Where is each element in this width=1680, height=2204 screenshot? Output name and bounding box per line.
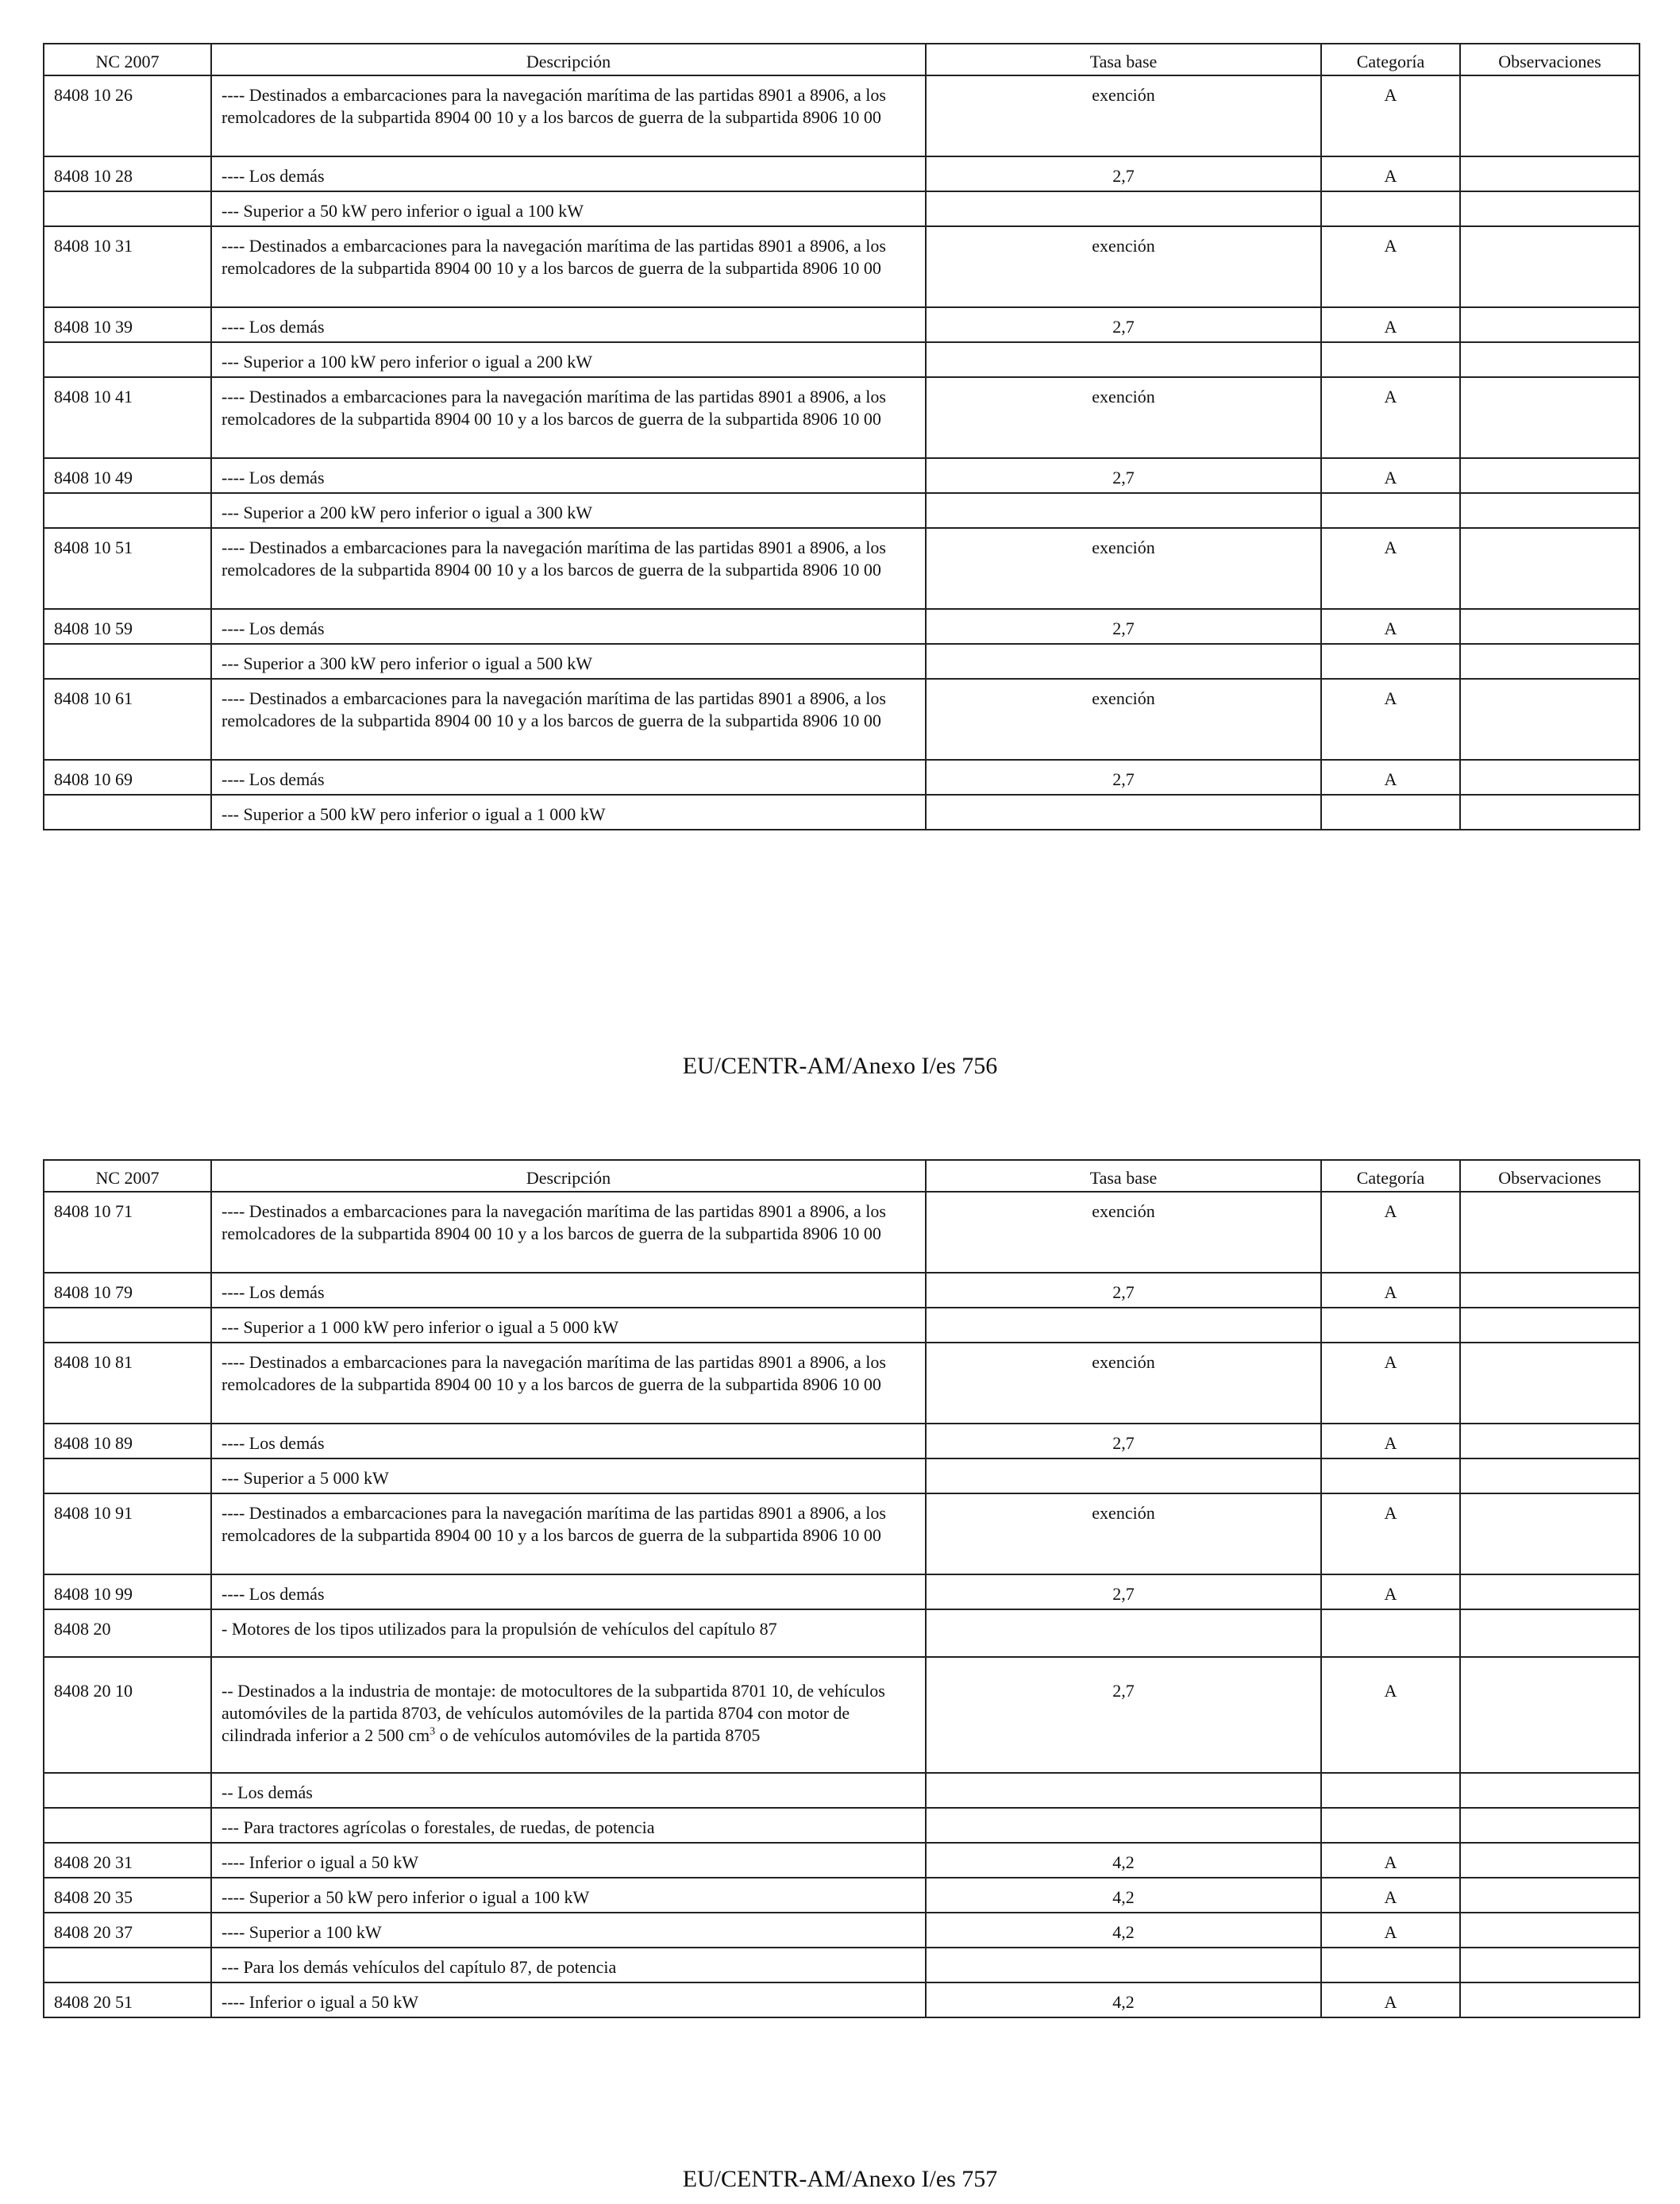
category: A [1321,528,1460,609]
base-rate: 2,7 [926,1273,1321,1308]
table-header-row [44,44,1640,75]
nc-code: 8408 10 69 [44,760,211,795]
nc-code: 8408 20 37 [44,1913,211,1948]
description: ---- Los demás [211,760,926,795]
observations [1460,1609,1640,1657]
category [1321,493,1460,528]
table-row [44,1308,1640,1343]
category: A [1321,1574,1460,1609]
nc-code: 8408 10 26 [44,75,211,156]
base-rate [926,342,1321,377]
header-observaciones: Observaciones [1460,44,1640,75]
category [1321,1458,1460,1493]
description-text-cont: o de vehículos automóviles de la partida 8705 [435,1725,761,1745]
base-rate [926,1609,1321,1657]
header-observaciones: Observaciones [1460,1160,1640,1192]
table-row [44,1192,1640,1273]
description: --- Superior a 100 kW pero inferior o igual a 200 kW [211,342,926,377]
nc-code: 8408 20 10 [44,1657,211,1773]
table-row [44,1574,1640,1609]
table-row [44,1273,1640,1308]
nc-code [44,1808,211,1843]
base-rate [926,1808,1321,1843]
base-rate [926,795,1321,830]
table-row [44,75,1640,156]
observations [1460,1574,1640,1609]
base-rate [926,493,1321,528]
nc-code [44,1773,211,1808]
base-rate: 4,2 [926,1913,1321,1948]
table-row [44,1878,1640,1913]
table-row [44,191,1640,226]
nc-code: 8408 10 59 [44,609,211,644]
nc-code [44,342,211,377]
observations [1460,1343,1640,1424]
header-nc: NC 2007 [44,44,211,75]
base-rate [926,644,1321,679]
header-descripcion: Descripción [211,1160,926,1192]
nc-code: 8408 10 51 [44,528,211,609]
description: - Motores de los tipos utilizados para la propulsión de vehículos del capítulo 87 [211,1609,926,1657]
base-rate: exención [926,528,1321,609]
category: A [1321,307,1460,342]
category [1321,1308,1460,1343]
base-rate [926,1948,1321,1982]
observations [1460,458,1640,493]
category: A [1321,226,1460,307]
description: ---- Los demás [211,307,926,342]
table-row [44,342,1640,377]
description: --- Para los demás vehículos del capítulo 87, de potencia [211,1948,926,1982]
header-tasa-base: Tasa base [926,1160,1321,1192]
observations [1460,307,1640,342]
table-row [44,458,1640,493]
description: ---- Los demás [211,156,926,191]
category [1321,644,1460,679]
superscript: 3 [430,1725,436,1738]
observations [1460,493,1640,528]
table-row [44,226,1640,307]
description: ---- Destinados a embarcaciones para la navegación marítima de las partidas 8901 a 8906, a los remolcadores de la subpartida 8904 00 10 y a los barcos de guerra de la subpartida 8906 10 00 [211,377,926,458]
observations [1460,1273,1640,1308]
description: --- Superior a 300 kW pero inferior o igual a 500 kW [211,644,926,679]
category [1321,1808,1460,1843]
observations [1460,1773,1640,1808]
nc-code [44,1458,211,1493]
page-footer: EU/CENTR-AM/Anexo I/es 757 [682,2166,998,2192]
nc-code: 8408 10 28 [44,156,211,191]
category [1321,1948,1460,1982]
table-row [44,1343,1640,1424]
observations [1460,191,1640,226]
tariff-table-page-756 [43,43,1640,830]
table-row [44,528,1640,609]
description: ---- Los demás [211,458,926,493]
table-row [44,1913,1640,1948]
table-row [44,760,1640,795]
observations [1460,377,1640,458]
category: A [1321,1657,1460,1773]
description: --- Superior a 500 kW pero inferior o igual a 1 000 kW [211,795,926,830]
base-rate [926,1773,1321,1808]
observations [1460,1657,1640,1773]
category: A [1321,1982,1460,2017]
table-row [44,1843,1640,1878]
base-rate: 2,7 [926,609,1321,644]
header-categoria: Categoría [1321,44,1460,75]
nc-code [44,1948,211,1982]
base-rate [926,1308,1321,1343]
description [211,1657,926,1773]
description: ---- Destinados a embarcaciones para la navegación marítima de las partidas 8901 a 8906, a los remolcadores de la subpartida 8904 00 10 y a los barcos de guerra de la subpartida 8906 10 00 [211,679,926,760]
nc-code: 8408 10 31 [44,226,211,307]
base-rate: 2,7 [926,1574,1321,1609]
base-rate: exención [926,1343,1321,1424]
base-rate: 4,2 [926,1982,1321,2017]
description: ---- Destinados a embarcaciones para la navegación marítima de las partidas 8901 a 8906, a los remolcadores de la subpartida 8904 00 10 y a los barcos de guerra de la subpartida 8906 10 00 [211,226,926,307]
category: A [1321,1424,1460,1458]
description: ---- Inferior o igual a 50 kW [211,1982,926,2017]
category: A [1321,760,1460,795]
base-rate [926,191,1321,226]
table-row [44,1458,1640,1493]
table-row [44,1657,1640,1773]
category: A [1321,609,1460,644]
table-row [44,679,1640,760]
category: A [1321,156,1460,191]
observations [1460,1982,1640,2017]
base-rate: 4,2 [926,1843,1321,1878]
table-row [44,1808,1640,1843]
base-rate: exención [926,226,1321,307]
observations [1460,1843,1640,1878]
observations [1460,156,1640,191]
base-rate: 2,7 [926,307,1321,342]
table-row [44,1424,1640,1458]
category: A [1321,75,1460,156]
nc-code: 8408 10 61 [44,679,211,760]
header-descripcion: Descripción [211,44,926,75]
observations [1460,1308,1640,1343]
description: ---- Superior a 100 kW [211,1913,926,1948]
category: A [1321,679,1460,760]
observations [1460,1948,1640,1982]
description: ---- Destinados a embarcaciones para la navegación marítima de las partidas 8901 a 8906, a los remolcadores de la subpartida 8904 00 10 y a los barcos de guerra de la subpartida 8906 10 00 [211,528,926,609]
category: A [1321,1878,1460,1913]
description: ---- Superior a 50 kW pero inferior o igual a 100 kW [211,1878,926,1913]
nc-code: 8408 20 51 [44,1982,211,2017]
category: A [1321,1913,1460,1948]
base-rate: exención [926,1192,1321,1273]
observations [1460,1424,1640,1458]
header-nc: NC 2007 [44,1160,211,1192]
observations [1460,795,1640,830]
observations [1460,1192,1640,1273]
description: ---- Destinados a embarcaciones para la navegación marítima de las partidas 8901 a 8906, a los remolcadores de la subpartida 8904 00 10 y a los barcos de guerra de la subpartida 8906 10 00 [211,1192,926,1273]
nc-code: 8408 10 79 [44,1273,211,1308]
description: ---- Los demás [211,609,926,644]
description-text: -- Destinados a la industria de montaje: de motocultores de la subpartida 8701 10, de vehículos automóviles de la partida 8703, de vehículos automóviles de la partida 8704 con motor de cilindrada inferior a 2 500 cm [222,1681,885,1745]
base-rate: 2,7 [926,1657,1321,1773]
base-rate: 4,2 [926,1878,1321,1913]
header-tasa-base: Tasa base [926,44,1321,75]
nc-code: 8408 20 35 [44,1878,211,1913]
category: A [1321,1493,1460,1574]
description: ---- Los demás [211,1574,926,1609]
category [1321,1773,1460,1808]
nc-code [44,191,211,226]
observations [1460,609,1640,644]
base-rate: exención [926,75,1321,156]
table-row [44,1948,1640,1982]
header-categoria: Categoría [1321,1160,1460,1192]
category [1321,342,1460,377]
table-header-row [44,1160,1640,1192]
description: ---- Los demás [211,1424,926,1458]
nc-code: 8408 20 [44,1609,211,1657]
description: --- Superior a 200 kW pero inferior o igual a 300 kW [211,493,926,528]
description: ---- Destinados a embarcaciones para la navegación marítima de las partidas 8901 a 8906, a los remolcadores de la subpartida 8904 00 10 y a los barcos de guerra de la subpartida 8906 10 00 [211,75,926,156]
observations [1460,1493,1640,1574]
nc-code: 8408 10 81 [44,1343,211,1424]
table-row [44,377,1640,458]
nc-code: 8408 10 41 [44,377,211,458]
observations [1460,679,1640,760]
category: A [1321,377,1460,458]
nc-code: 8408 10 99 [44,1574,211,1609]
observations [1460,1458,1640,1493]
table-row [44,644,1640,679]
description: --- Superior a 5 000 kW [211,1458,926,1493]
base-rate: exención [926,679,1321,760]
description: ---- Inferior o igual a 50 kW [211,1843,926,1878]
nc-code [44,1308,211,1343]
nc-code: 8408 10 49 [44,458,211,493]
nc-code: 8408 10 91 [44,1493,211,1574]
base-rate: exención [926,377,1321,458]
category [1321,1609,1460,1657]
nc-code [44,644,211,679]
nc-code [44,795,211,830]
base-rate: 2,7 [926,156,1321,191]
observations [1460,1913,1640,1948]
description: ---- Destinados a embarcaciones para la navegación marítima de las partidas 8901 a 8906, a los remolcadores de la subpartida 8904 00 10 y a los barcos de guerra de la subpartida 8906 10 00 [211,1343,926,1424]
observations [1460,644,1640,679]
observations [1460,528,1640,609]
table-row [44,1609,1640,1657]
observations [1460,1878,1640,1913]
table-row [44,1982,1640,2017]
tariff-table-page-757 [43,1159,1640,2018]
description: ---- Los demás [211,1273,926,1308]
description: --- Para tractores agrícolas o forestales, de ruedas, de potencia [211,1808,926,1843]
category: A [1321,458,1460,493]
description: ---- Destinados a embarcaciones para la navegación marítima de las partidas 8901 a 8906, a los remolcadores de la subpartida 8904 00 10 y a los barcos de guerra de la subpartida 8906 10 00 [211,1493,926,1574]
observations [1460,760,1640,795]
base-rate: 2,7 [926,760,1321,795]
nc-code [44,493,211,528]
category: A [1321,1273,1460,1308]
observations [1460,226,1640,307]
base-rate [926,1458,1321,1493]
table-row [44,1773,1640,1808]
category: A [1321,1343,1460,1424]
table-row [44,493,1640,528]
category [1321,191,1460,226]
table-row [44,609,1640,644]
base-rate: exención [926,1493,1321,1574]
nc-code: 8408 20 31 [44,1843,211,1878]
page-footer: EU/CENTR-AM/Anexo I/es 756 [682,1053,998,1079]
observations [1460,75,1640,156]
nc-code: 8408 10 71 [44,1192,211,1273]
base-rate: 2,7 [926,1424,1321,1458]
table-row [44,1493,1640,1574]
description: -- Los demás [211,1773,926,1808]
nc-code: 8408 10 89 [44,1424,211,1458]
table-row [44,307,1640,342]
description: --- Superior a 50 kW pero inferior o igual a 100 kW [211,191,926,226]
table-row [44,795,1640,830]
description: --- Superior a 1 000 kW pero inferior o igual a 5 000 kW [211,1308,926,1343]
table-row [44,156,1640,191]
nc-code: 8408 10 39 [44,307,211,342]
observations [1460,342,1640,377]
observations [1460,1808,1640,1843]
category: A [1321,1843,1460,1878]
base-rate: 2,7 [926,458,1321,493]
category [1321,795,1460,830]
category: A [1321,1192,1460,1273]
